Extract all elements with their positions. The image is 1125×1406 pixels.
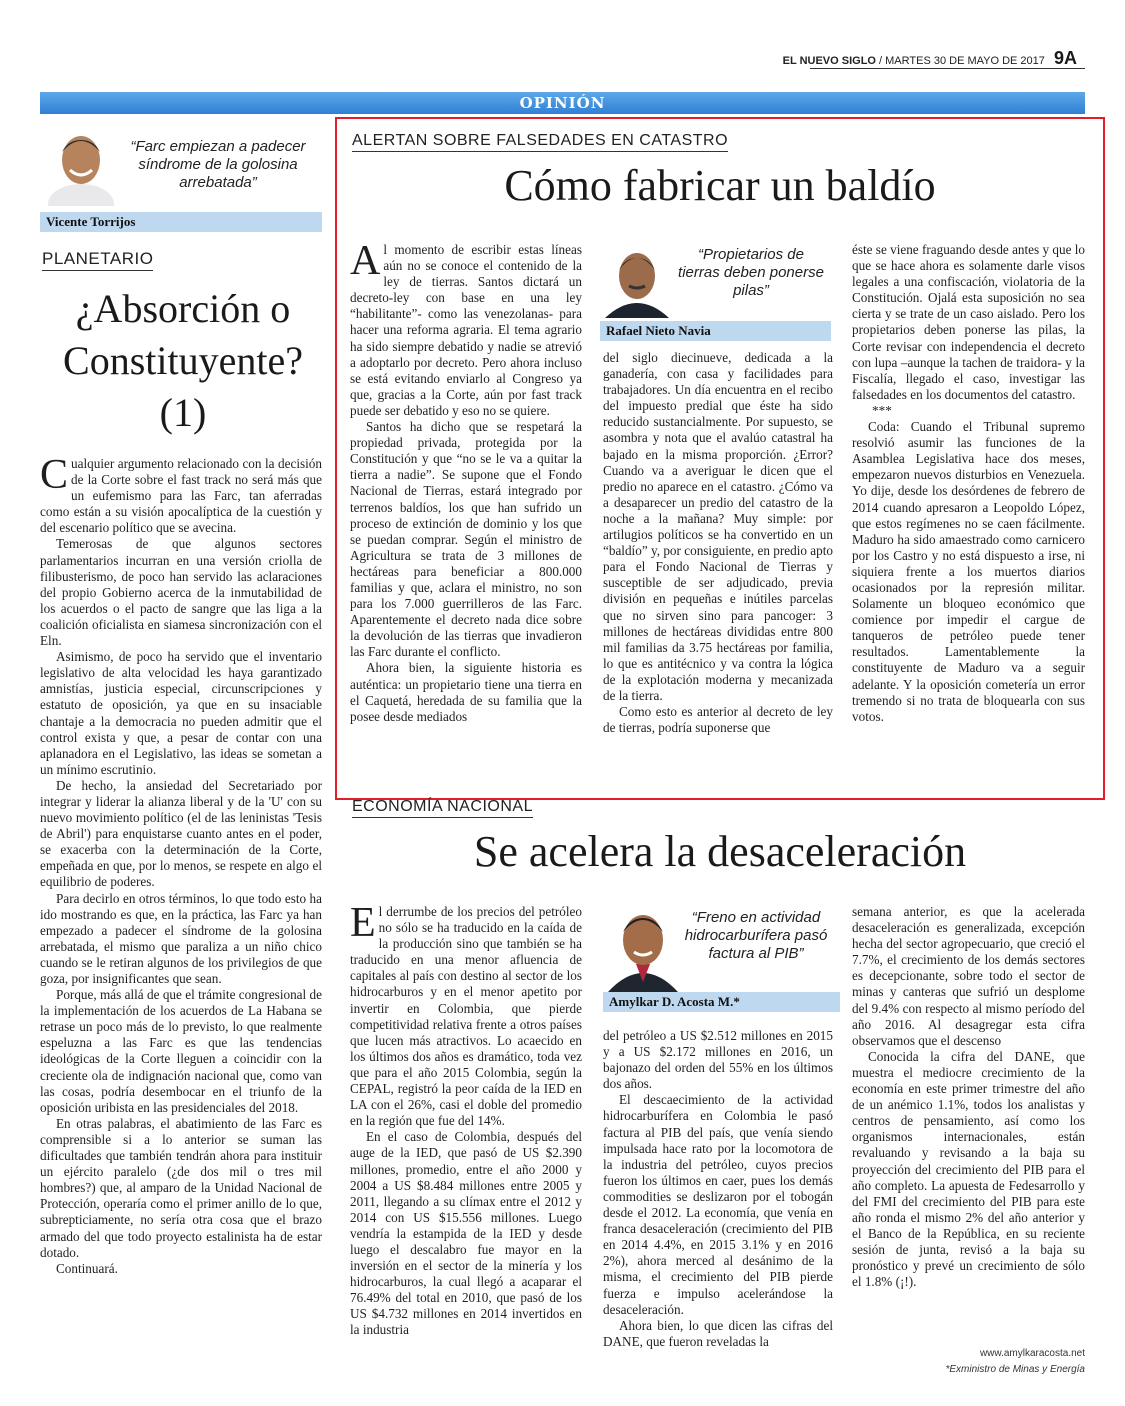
headline: ¿Absorción o Constituyente? (1) (63, 286, 303, 435)
section-bar (40, 92, 1085, 114)
page-header (783, 48, 1077, 69)
paragraph: Santos ha dicho que se respetará la propiedad privada, protegida por la Constitución y que “no se le va a quitar la tierra a nadie”. Se supone que el Fondo Nacional de Tierras, estará integrado por terrenos baldíos, los que han sufrido un proceso de extinción de dominio y los que se puedan comprar. Según el ministro de Agricultura se trata de 3 millones de hectáreas para beneficiar a 800.000 familias y que, aclara el ministro, no son para los 7.000 guerrilleros de las Farc. Aparentemente el decreto nada dice sobre la devolución de las tierras que invadieron las Farc durante el conflicto. (350, 419, 582, 660)
paragraph: Conocida la cifra del DANE, que muestra el mediocre crecimiento de la economía en este primer trimestre del año de un anémico 1.1%, todos los analistas y centros de pensamiento, así como los organismos internacionales, están revaluando y revisando a la baja su proyección del crecimiento del PIB para el año completo. La apuesta de Fedesarrollo y del FMI del crecimiento del PIB para este año ronda el mismo 2% del año anterior y el Banco de la República, en su reciente sesión de junta, revisó a la baja su pronóstico y prevé un crecimiento de sólo el 1.8% (¡!). (852, 1048, 1085, 1290)
paragraph: Como esto es anterior al decreto de ley de tierras, podría suponerse que (603, 704, 833, 736)
paragraph: l derrumbe de los precios del petróleo no sólo se ha traducido en la caída de la producción sino que también se ha traducido en una menor afluencia de capitales al país con destino al sector de los hidrocarburos y en el menor apetito por invertir en Colombia, que pierde competitividad relativa frente a otros países que lucen más atractivos. Lo acaecido en los últimos dos años es dramático, toda vez que para el año 2015 Colombia, según la CEPAL, registró la peor caída de la IED en LA con el 26%, casi el doble del promedio en la región que fue del 14%. (350, 904, 582, 1129)
article-column (350, 900, 582, 1339)
pull-quote: “Freno en actividad hidrocarburífera pasó factura al PIB” (684, 909, 828, 962)
section-title: OPINIÓN (519, 94, 606, 112)
issue-date: / MARTES 30 DE MAYO DE 2017 (879, 55, 1045, 67)
article-kicker: ECONOMÍA NACIONAL (352, 798, 533, 818)
paragraph: l momento de escribir estas líneas aún no se conoce el contenido de la ley de tierras. Santos dictará un decreto-ley con base en una ley “habilitante”- como las venezolanas- para hacer una reforma agraria. El tema agrario ha sido siempre debatido y nadie se atrevió a adoptarlo por decreto. Pero ahora incluso se está evitando enviarlo al Congreso ya que, gracias a la Corte, aún por fast track puede ser debatido y eso no se quiere. (350, 242, 582, 418)
newspaper-name: EL NUEVO SIGLO (782, 55, 876, 67)
author-portrait (608, 902, 678, 992)
paragraph: éste se viene fraguando desde antes y que lo que se hace ahora es solamente darle visos legales a una confiscación, violatoria de la Constitución. Ojalá esta suposición no sea cierta y se trate de un caso aislado. Pero los propietarios deben ponerse las pilas, la Corte revisar con independencia el decreto con lupa –aunque la tachen de traidora- y la Fiscalía, llegado el caso, investigar las falsedades en los documentos del catastro. (852, 242, 1085, 402)
paragraph: del petróleo a US $2.512 millones en 2015 y a US $2.172 millones en 2016, un bajonazo del orden del 55% en los últimos dos años. (603, 1028, 833, 1092)
paragraph: Temerosas de que algunos sectores parlamentarios incurran en una versión criolla de filibusterismo, de poco han servido las aclaraciones del propio Gobierno acerca de la inmutabilidad de los acuerdos o el pacto de sangre que las liga a la coalición oficialista en siamesa sincronización con el Eln. (40, 536, 322, 649)
author-portrait (605, 240, 669, 318)
paragraph: El descaecimiento de la actividad hidrocarburífera en Colombia le pasó factura al PIB del país, que venía siendo impulsada hace rato por la locomotora de la industria del petróleo, cuyos precios fueron los últimos en caer, pues los demás commodities se deslizaron por el tobogán desde el 2012. La economía, que venía en franca desaceleración (crecimiento del PIB en 2014 4.4%, en 2015 3.1% y en 2016 2%), ahora merced al desánimo de la misma, el crecimiento del PIB pierde fuerza e impulso acelerándose la desaceleración. (603, 1092, 833, 1317)
paragraph: Ahora bien, lo que dicen las cifras del DANE, que fueron reveladas la (603, 1317, 833, 1349)
separator: *** (872, 402, 892, 418)
paragraph: ualquier argumento relacionado con la decisión de la Corte sobre el fast track no será más que un eufemismo para las Farc, tan aferradas como están a su visión apocalíptica de la cuestión y del escenario político que se avecina. (40, 456, 322, 536)
paragraph: Coda: Cuando el Tribunal supremo resolvió asumir las funciones de la Asamblea Legislativa hace dos meses, empezaron nuevos disturbios en Venezuela. Yo dije, desde los desórdenes de febrero de 2014 cuando apresaron a Leopoldo López, que estos regímenes no se caen fácilmente. Maduro ha sido amaestrado como carnicero por los Castro y no está dispuesto a irse, ni siquiera frente a los muertos diarios ocasionados por la represión militar. Solamente un bloqueo económico que comience por impedir el cargue de tanqueros de petróleo puede tener resultados. Lamentablemente la constituyente de Maduro va a seguir adelante. Y la oposición cometería un error tremendo si no trata de bloquearla con sus votos. (852, 419, 1085, 724)
drop-cap: E (350, 900, 376, 946)
author-name: Vicente Torrijos (40, 212, 322, 232)
author-name: Amylkar D. Acosta M.* (603, 992, 840, 1012)
column-kicker: PLANETARIO (42, 249, 153, 271)
article-column (350, 238, 582, 725)
author-name: Rafael Nieto Navia (600, 321, 831, 341)
drop-cap: C (40, 452, 69, 498)
paragraph: Continuará. (56, 1260, 118, 1276)
paragraph: En otras palabras, el abatimiento de las Farc es comprensible si a lo anterior se suman las dificultades que también tendrán ahora para instituir un ejército paralelo (¿de dos mil o tres mil hombres?) que, al amparo de la Unidad Nacional de Protección, operaría como el primer anillo de lo que, subrepticiamente, no sería otra cosa que el brazo armado del que todo proyecto estalinista ha de estar dotado. (40, 1115, 322, 1260)
author-footnote: *Exministro de Minas y Energía (945, 1364, 1085, 1375)
paragraph: Porque, más allá de que el trámite congresional de la implementación de los acuerdos de La Habana se retrase un poco más de lo previsto, lo que realmente espeluzna a las Farc es que las tendencias ideológicas de la Corte lleguen a coincidir con la creciente ola de indignación nacional que, como van las cosas, podría desembocar en el triunfo de la oposición uribista en las presidenciales del 2018. (40, 987, 322, 1115)
article-column (852, 242, 1085, 725)
pull-quote: “Farc empiezan a padecer síndrome de la golosina arrebatada” (130, 138, 306, 191)
page-number: 9A (1053, 48, 1077, 68)
article-column (603, 350, 833, 736)
article-headline: Se acelera la desaceleración (473, 827, 967, 876)
article-column (603, 1028, 833, 1350)
paragraph: En el caso de Colombia, después del auge de la IED, que pasó de US $2.390 millones, promedio, entre el año 2000 y 2004 a US $8.484 millones entre 2005 y 2011, llegando a su clímax entre el 2012 y 2014 con US $15.556 millones. Luego vendría la estampida de la IED y desde luego el descalabro fue mayor en la inversión en el sector de la minería y los hidrocarburos, la cual llegó a acaparar el 76.49% del total en 2010, que pasó de los US $4.732 millones en 2014 invertidos en la industria (350, 1129, 582, 1338)
paragraph: del siglo diecinueve, dedicada a la ganadería, con casa y facilidades para trabajadores. Un día encuentra en el recibo del impuesto predial que éste ha sido reducido sustancialmente. Por supuesto, se asombra y nota que el avalúo catastral ha bajado en la misma proporción. ¿Error? Cuando va a averiguar le dicen que el predio no aparece en el catastro. ¿Cómo va a desaparecer un predio del catastro de la noche a la mañana? Muy simple: por artilugios políticos se ha convertido en un “baldío” y, por consiguiente, en predio apto para el Fondo Nacional de Tierras y susceptible de ser adjudicado, previa división en pequeñas e inútiles parcelas que no sirven sino para pancoger: 3 millones de hectáreas divididas entre 800 mil familias da 3.75 hectáreas por familia, lo que es antitécnico y va contra la lógica de la explotación moderna y mecanizada de la tierra. (603, 350, 833, 703)
paragraph: De hecho, la ansiedad del Secretariado por integrar y liderar la alianza liberal y de la 'U' con su nuevo movimiento político (el de las leninistas 'Tesis de Abril') para enquistarse cuanto antes en el poder, se exacerba con la determinación de la Corte, empeñada en que, por lo menos, se respete en algo el equilibrio de poderes. (40, 777, 322, 890)
article-headline: Cómo fabricar un baldío (504, 161, 936, 210)
pull-quote: “Propietarios de tierras deben ponerse pilas” (678, 246, 824, 299)
paragraph: Para decirlo en otros términos, lo que todo esto ha ido mostrando es que, en la práctica, las Farc ya han empezado a padecer el síndrome de la golosina arrebatada, el mismo que paraliza a un niño chico cuando se le retiran algunos de los privilegios de que goza, por insignificantes que sean. (40, 890, 322, 986)
header-rule (810, 68, 1085, 69)
article-column (852, 904, 1085, 1290)
paragraph: semana anterior, es que la acelerada desaceleración es generalizada, excepción hecha del sector agropecuario, que creció el 7.7%, el crecimiento de los demás sectores es decepcionante, sobre todo el sector de minas y canteras que sufrió un desplome del 9.4% con respecto al mismo período del año 2016. Al desagregar esta cifra observamos que el descenso (852, 904, 1085, 1048)
paragraph: Asimismo, de poco ha servido que el inventario legislativo de alta velocidad les haya garantizado amnistías, justicia especial, circunscripciones y estatuto de oposición, ya que en su insaciable chantaje a la democracia no pueden admitir que el control exista y que, a pesar de contar con una aplanadora en el Legislativo, las ideas se sometan a un mínimo escrutinio. (40, 649, 322, 777)
author-portrait (48, 126, 114, 206)
drop-cap: A (350, 238, 381, 284)
author-website[interactable]: www.amylkaracosta.net (979, 1348, 1085, 1359)
article-body (40, 452, 322, 1277)
article-kicker: ALERTAN SOBRE FALSEDADES EN CATASTRO (352, 132, 728, 152)
paragraph: Ahora bien, la siguiente historia es auténtica: un propietario tiene una tierra en el Caquetá, heredada de su familia que la posee desde mediados (350, 660, 582, 724)
